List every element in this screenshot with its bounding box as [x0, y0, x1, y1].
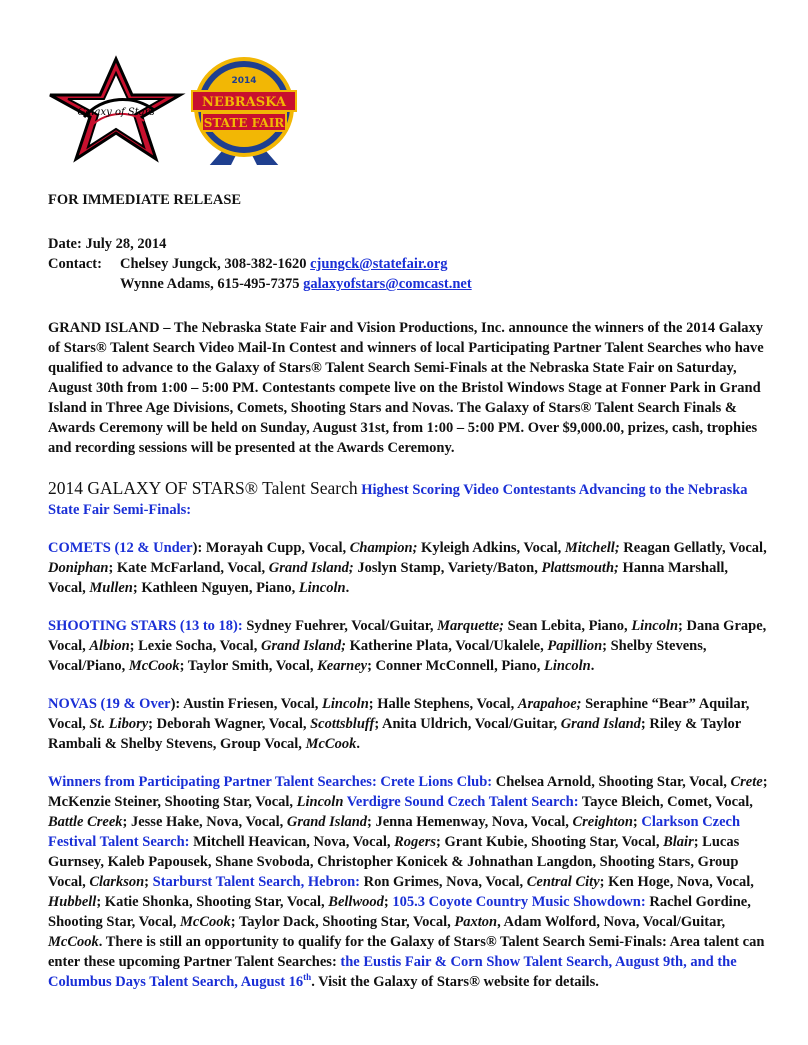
- entry-text: ; Deborah Wagner, Vocal,: [148, 716, 311, 732]
- entry-text: ; Katie Shonka, Shooting Star, Vocal,: [96, 894, 329, 910]
- contact-label: Contact:: [48, 256, 102, 272]
- novas-label: NOVAS (19 & Over: [48, 696, 171, 712]
- galaxy-of-stars-logo: [50, 59, 180, 159]
- section-heading: [48, 478, 768, 520]
- entry-city: Lincoln: [296, 794, 344, 810]
- entry-city: Grand Island;: [268, 560, 354, 576]
- entry-city: Bellwood: [328, 894, 384, 910]
- entry-text: Austin Friesen, Vocal,: [180, 696, 323, 712]
- entry-city: Albion: [89, 638, 130, 654]
- entry-city: Central City: [526, 874, 600, 890]
- entry-city: Lincoln: [631, 618, 679, 634]
- logo-area: [44, 55, 364, 165]
- closing-text: . Visit the Galaxy of Stars® website for details.: [311, 974, 599, 990]
- entry-city: Clarkson: [89, 874, 145, 890]
- entry-city: McCook: [48, 934, 99, 950]
- entry-city: Lincoln: [298, 580, 346, 596]
- entry-text: ; McKenzie Steiner, Shooting Star, Vocal,: [48, 774, 768, 810]
- entry-text: ; Kate McFarland, Vocal,: [108, 560, 269, 576]
- entry-city: Grand Island;: [260, 638, 346, 654]
- contact-1-email[interactable]: cjungck@statefair.org: [310, 256, 448, 272]
- fair-badge-year: 2014: [231, 76, 257, 86]
- entry-city: McCook: [305, 736, 357, 752]
- entry-text: ; Lucas Gurnsey, Kaleb Papousek, Shane Svoboda, Christopher Konicek & Johnathan Langdon, Shooting Stars, Group Vocal,: [48, 834, 740, 890]
- entry-text: Hanna Marshall, Vocal,: [48, 560, 729, 596]
- contact-line-2: [48, 274, 768, 294]
- entry-text: ; Ken Hoge, Nova, Vocal,: [599, 874, 754, 890]
- entry-city: Creighton: [572, 814, 633, 830]
- entry-city: Battle Creek: [48, 814, 123, 830]
- contact-line-1: [48, 254, 768, 274]
- entry-text: Tayce Bleich, Comet, Vocal,: [578, 794, 753, 810]
- partner-winners-paragraph: Winners from Participating Partner Talent Searches: Crete Lions Club: Chelsea Arnold, Shooting Star, Vocal, Crete; McKenzie Steiner, Shooting Star, Vocal, Lincoln Verdigre Sound Czech Talent Search: Tayce Bleich, Comet, Vocal, Battle Creek; Jesse Hake, Nova, Vocal, Grand Island; Jenna Hemenway, Nova, Vocal, Creighton; Clarkson Czech Festival Talent Search: Mitchell Heavican, Nova, Vocal, Rogers; Grant Kubie, Shooting Star, Vocal, Blair; Lucas Gurnsey, Kaleb Papousek, Shane Svoboda, Christopher Konicek & Johnathan Langdon, Shooting Stars, Group Vocal, Clarkson; Starburst Talent Search, Hebron: Ron Grimes, Nova, Vocal, Central City; Ken Hoge, Nova, Vocal, Hubbell; Katie Shonka, Shooting Star, Vocal, Bellwood; 105.3 Coyote Country Music Showdown: Rachel Gordine, Shooting Star, Vocal, McCook; Taylor Dack, Shooting Star, Vocal, Paxton, Adam Wolford, Nova, Vocal/Guitar, McCook. There is still an opportunity to qualify for the Galaxy of Stars® Talent Search Semi-Finals: Area talent can enter these upcoming Partner Talent Searches: the Eustis Fair & Corn Show Talent Search, August 9th, and the Columbus Days Talent Search, August 16th. Visit the Galaxy of Stars® website for details.: [48, 774, 768, 990]
- intro-paragraph: GRAND ISLAND – The Nebraska State Fair and Vision Productions, Inc. announce the winners of the 2014 Galaxy of Stars® Talent Search Video Mail-In Contest and winners of local Participating Partner Talent Searches who have qualified to advance to the Galaxy of Stars® Talent Search Semi-Finals at the Nebraska State Fair on Saturday, August 30th from 1:00 – 5:00 PM. Contestants compete live on the Bristol Windows Stage at Fonner Park in Grand Island in Three Age Divisions, Comets, Shooting Stars and Novas. The Galaxy of Stars® Talent Search Finals & Awards Ceremony will be held on Sunday, August 31st, from 1:00 – 5:00 PM. Over $9,000.00, prizes, cash, trophies and recording sessions will be presented at the Awards Ceremony.: [48, 320, 764, 456]
- coyote-label: 105.3 Coyote Country Music Showdown:: [392, 894, 646, 910]
- entry-city: Hubbell: [48, 894, 97, 910]
- entry-city: Doniphan: [48, 560, 109, 576]
- entry-text: ; Taylor Smith, Vocal,: [179, 658, 318, 674]
- comets-paragraph: [48, 538, 768, 598]
- entry-text: ; Jesse Hake, Nova, Vocal,: [122, 814, 287, 830]
- entry-city: Paxton: [454, 914, 498, 930]
- entry-text: Seraphine “Bear” Aquilar, Vocal,: [48, 696, 750, 732]
- comets-label-close: ):: [192, 540, 203, 556]
- entry-text: ; Taylor Dack, Shooting Star, Vocal,: [230, 914, 455, 930]
- fair-badge-line1: NEBRASKA: [202, 95, 286, 110]
- entry-city: Lincoln: [544, 658, 591, 674]
- entry-city: Mullen: [89, 580, 133, 596]
- novas-end: .: [356, 736, 360, 752]
- entry-city: McCook: [128, 658, 180, 674]
- entry-city: McCook: [180, 914, 231, 930]
- entry-city: Lincoln: [322, 696, 369, 712]
- entry-text: ; Halle Stephens, Vocal,: [368, 696, 518, 712]
- heading-plain: 2014 GALAXY OF STARS® Talent Search: [48, 478, 358, 498]
- release-date: Date: July 28, 2014: [48, 236, 167, 252]
- verdigre-label: Verdigre Sound Czech Talent Search:: [346, 794, 579, 810]
- contact-1-text: Chelsey Jungck, 308-382-1620: [120, 256, 307, 272]
- entry-text: ; Lexie Socha, Vocal,: [129, 638, 261, 654]
- entry-text: Joslyn Stamp, Variety/Baton,: [353, 560, 542, 576]
- entry-city: Scottsbluff: [310, 716, 375, 732]
- entry-text: Morayah Cupp, Vocal,: [202, 540, 350, 556]
- nebraska-state-fair-badge: [192, 59, 296, 165]
- shooting-stars-end: .: [590, 658, 595, 674]
- release-header: FOR IMMEDIATE RELEASE: [48, 192, 242, 208]
- crete-label: Winners from Participating Partner Talent Searches: Crete Lions Club:: [48, 774, 493, 790]
- entry-text: Katherine Plata, Vocal/Ukalele,: [345, 638, 548, 654]
- entry-text: ; Shelby Stevens, Vocal/Piano,: [48, 638, 707, 674]
- entry-city: St. Libory: [89, 716, 149, 732]
- upcoming-sup: th: [303, 972, 312, 983]
- press-release: [48, 190, 768, 992]
- heading-blue: Highest Scoring Video Contestants Advancing to the Nebraska State Fair Semi-Finals:: [48, 482, 748, 518]
- entry-text: Chelsea Arnold, Shooting Star, Vocal,: [492, 774, 731, 790]
- entry-city: Marquette;: [437, 618, 505, 634]
- entry-city: Plattsmouth;: [541, 560, 619, 576]
- entry-text: Sean Lebita, Piano,: [504, 618, 632, 634]
- upcoming-searches: the Eustis Fair & Corn Show Talent Search, August 9th, and the Columbus Days Talent Search, August 16: [48, 954, 737, 990]
- entry-city: Blair: [663, 834, 694, 850]
- entry-city: Champion;: [349, 540, 418, 556]
- entry-text: ; Riley & Taylor Rambali & Shelby Stevens, Group Vocal,: [48, 716, 741, 752]
- novas-label-close: ):: [170, 696, 181, 712]
- entry-city: Rogers: [394, 834, 437, 850]
- entry-text: ; Conner McConnell, Piano,: [367, 658, 545, 674]
- entry-text: ; Anita Uldrich, Vocal/Guitar,: [374, 716, 561, 732]
- entry-text: Mitchell Heavican, Nova, Vocal,: [189, 834, 395, 850]
- entry-city: Papillion: [547, 638, 603, 654]
- novas-paragraph: [48, 694, 768, 754]
- entry-text: ; Dana Grape, Vocal,: [48, 618, 767, 654]
- starburst-label: Starburst Talent Search, Hebron:: [152, 874, 360, 890]
- entry-city: Kearney: [317, 658, 368, 674]
- logos-graphic: [44, 55, 364, 165]
- entry-city: Grand Island: [286, 814, 368, 830]
- entry-text: ; Kathleen Nguyen, Piano,: [132, 580, 299, 596]
- entry-city: Crete: [730, 774, 763, 790]
- galaxy-logo-text: Galaxy of Stars: [77, 107, 155, 118]
- entry-text: Kyleigh Adkins, Vocal,: [417, 540, 565, 556]
- fair-badge-line2: STATE FAIR: [203, 116, 285, 130]
- entry-text: Rachel Gordine, Shooting Star, Vocal,: [48, 894, 751, 930]
- entry-city: Arapahoe;: [517, 696, 582, 712]
- shooting-stars-paragraph: [48, 616, 768, 676]
- entry-text: Sydney Fuehrer, Vocal/Guitar,: [242, 618, 438, 634]
- entry-text: ; Jenna Hemenway, Nova, Vocal,: [367, 814, 573, 830]
- entry-city: Mitchell;: [564, 540, 620, 556]
- contact-2-email[interactable]: galaxyofstars@comcast.net: [303, 276, 472, 292]
- entry-text: , Adam Wolford, Nova, Vocal/Guitar,: [497, 914, 726, 930]
- shooting-stars-label: SHOOTING STARS (13 to 18):: [48, 618, 243, 634]
- contact-1: [120, 254, 448, 274]
- contact-2-text: Wynne Adams, 615-495-7375: [120, 276, 300, 292]
- entry-text: Reagan Gellatly, Vocal,: [619, 540, 767, 556]
- clarkson-label: Clarkson Czech Festival Talent Search:: [48, 814, 741, 850]
- comets-label: COMETS (12 & Under: [48, 540, 193, 556]
- still-text: . There is still an opportunity to qualify for the Galaxy of Stars® Talent Search Semi-Finals: Area talent can enter these upcoming Partner Talent Searches:: [48, 934, 765, 970]
- entry-text: ; Grant Kubie, Shooting Star, Vocal,: [436, 834, 664, 850]
- entry-text: Ron Grimes, Nova, Vocal,: [359, 874, 527, 890]
- entry-city: Grand Island: [560, 716, 641, 732]
- comets-end: .: [345, 580, 350, 596]
